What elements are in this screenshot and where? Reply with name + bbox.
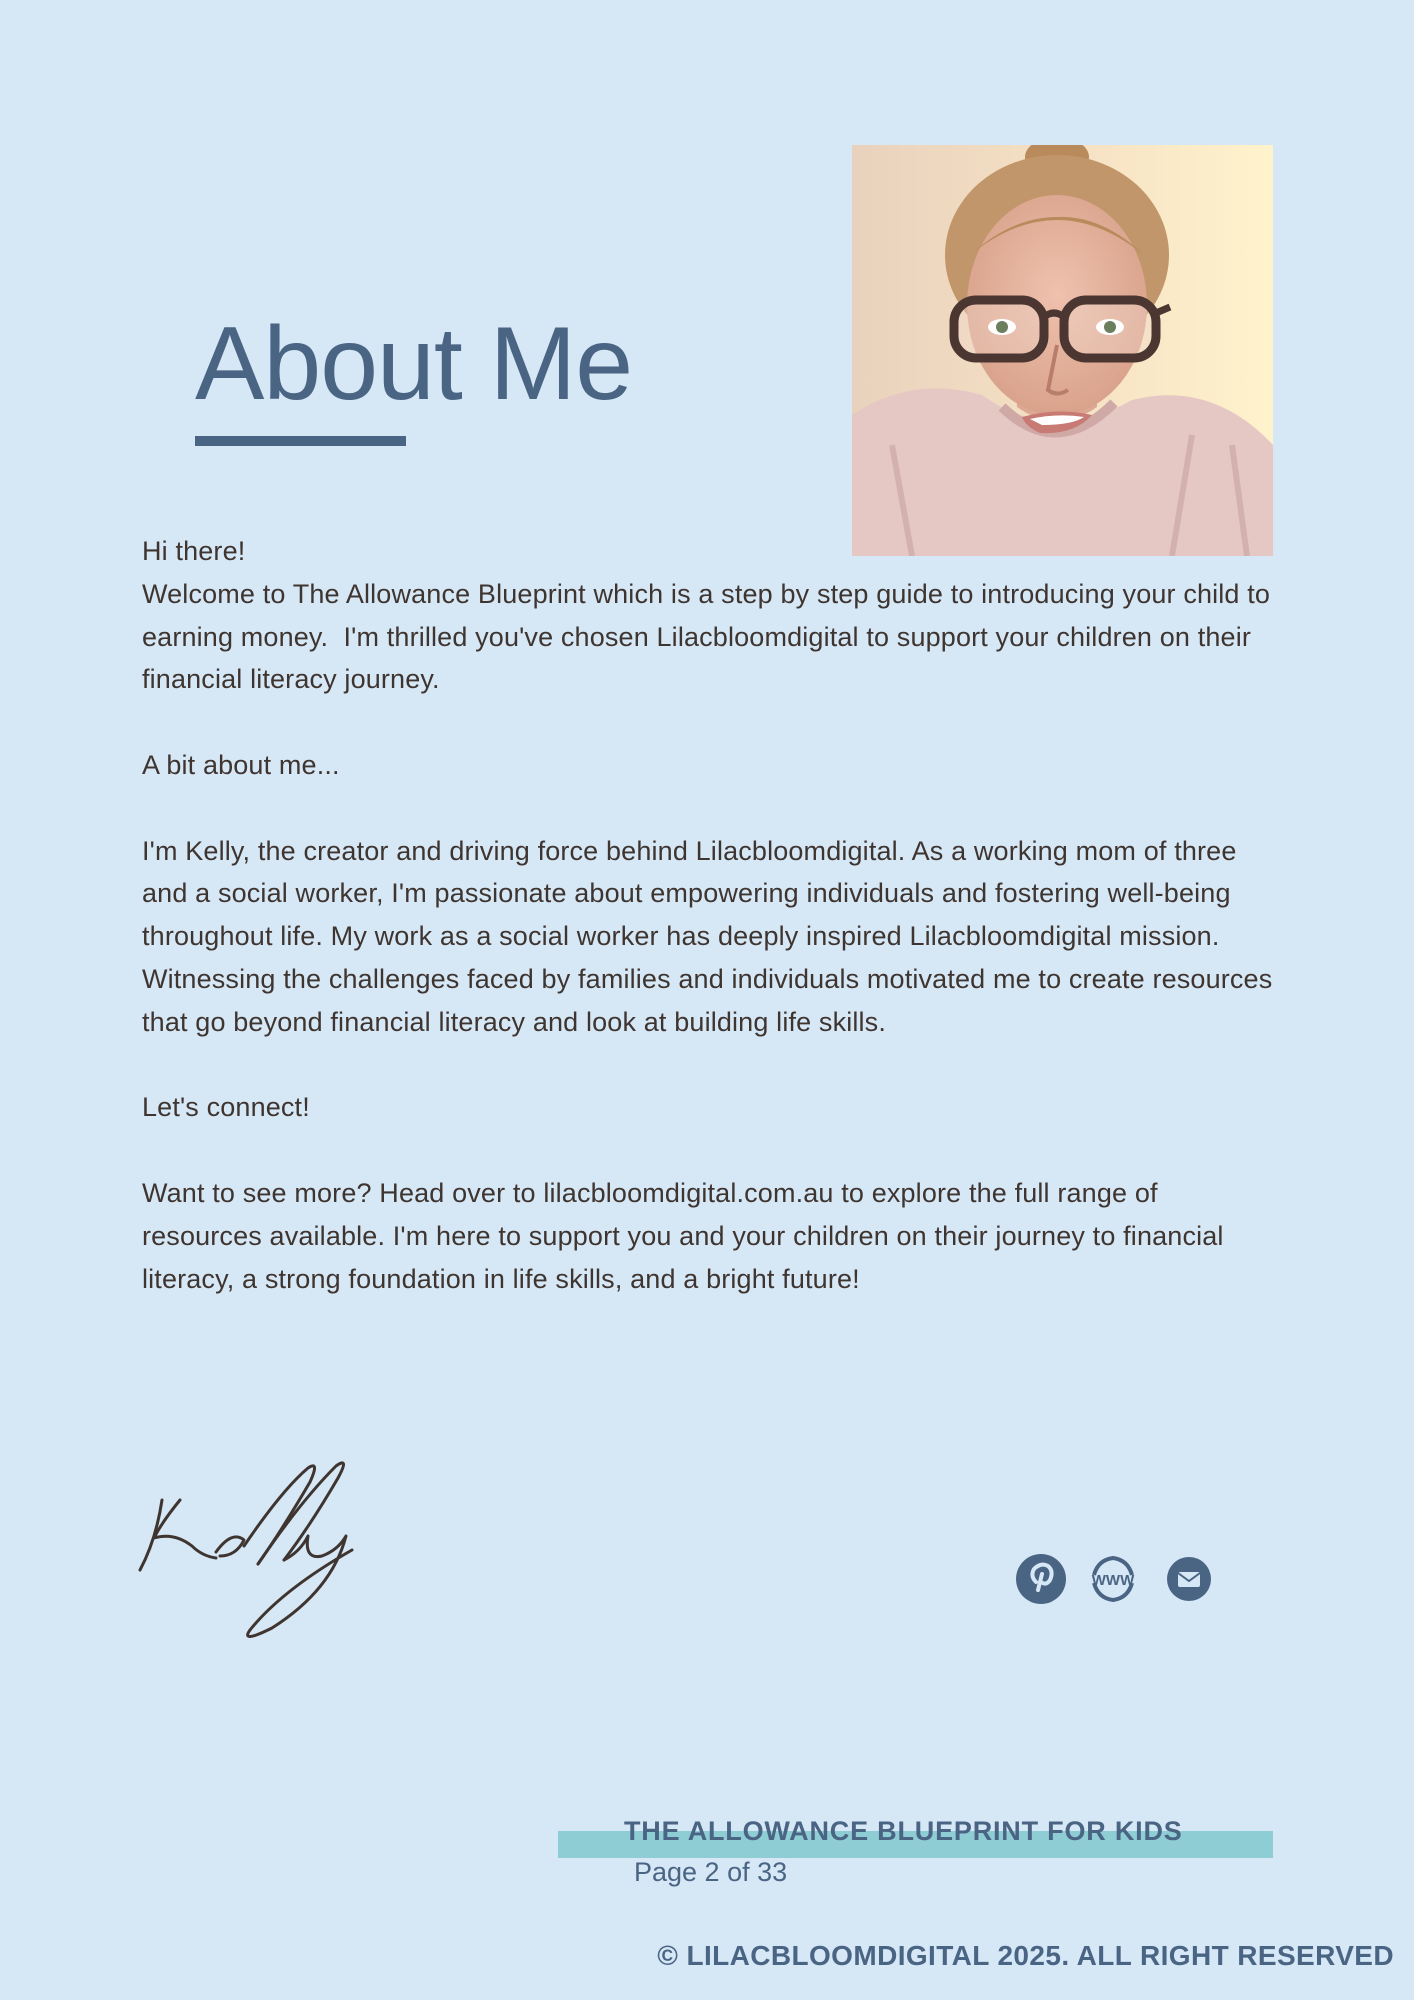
copyright-notice: © LILACBLOOMDIGITAL 2025. ALL RIGHT RESERVED — [657, 1940, 1394, 1971]
signature — [132, 1460, 372, 1640]
connect-heading: Let's connect! — [142, 1092, 310, 1123]
greeting-text: Hi there! — [142, 536, 246, 566]
pinterest-icon[interactable] — [1016, 1554, 1066, 1604]
title-underline — [195, 436, 406, 446]
about-paragraph: I'm Kelly, the creator and driving force behind Lilacbloomdigital. As a working mom of three and a social worker, I'm passionate about empowering individuals and fostering well-being throughout life. My work as a social worker has deeply inspired Lilacbloomdigital mission. Witnessing the challenges faced by families and individuals motivated me to create resources that go beyond financial literacy and look at building life skills. — [142, 835, 1281, 1037]
footer-title: THE ALLOWANCE BLUEPRINT FOR KIDS — [624, 1816, 1183, 1846]
welcome-paragraph: Welcome to The Allowance Blueprint which is a step by step guide to introducing your child to earning money. I'm thrilled you've chosen Lilacbloomdigital to support your children on their financial literacy journey. — [142, 578, 1278, 695]
page-number: Page 2 of 33 — [634, 1857, 788, 1887]
website-glyph: WWW — [1091, 1572, 1135, 1589]
body-text — [142, 530, 1282, 1300]
page-title: About Me — [195, 306, 633, 422]
social-links — [1016, 1554, 1216, 1606]
email-icon[interactable] — [1164, 1554, 1214, 1604]
connect-paragraph: Want to see more? Head over to lilacbloomdigital.com.au to explore the full range of resources available. I'm here to support you and your children on their journey to financial literacy, a strong foundation in life skills, and a bright future! — [142, 1177, 1232, 1294]
author-photo — [852, 145, 1273, 556]
website-icon[interactable] — [1088, 1554, 1138, 1604]
about-heading: A bit about me... — [142, 749, 340, 780]
